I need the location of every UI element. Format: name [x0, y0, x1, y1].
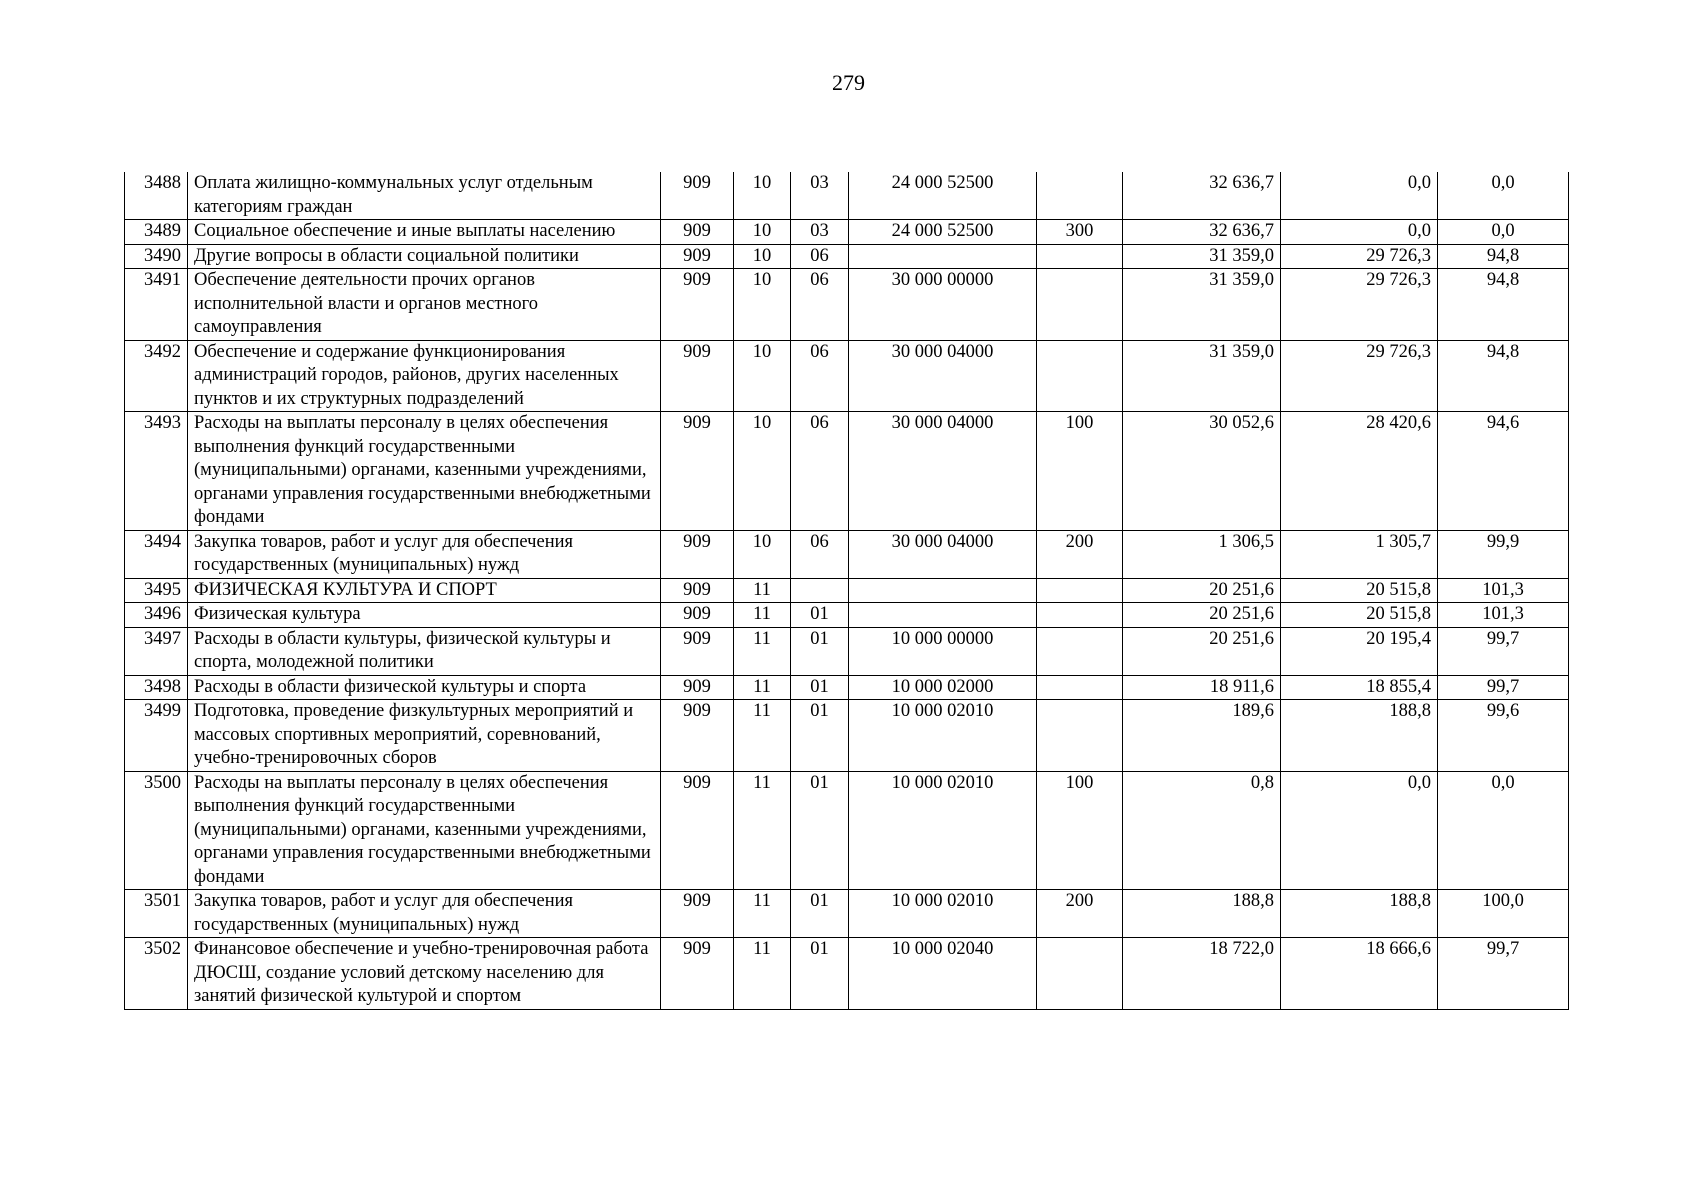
planned-amount-cell: 1 306,5	[1123, 530, 1281, 578]
planned-amount-cell: 20 251,6	[1123, 627, 1281, 675]
department-code-cell: 909	[661, 340, 734, 412]
department-code-cell: 909	[661, 627, 734, 675]
planned-amount-cell: 189,6	[1123, 700, 1281, 772]
actual-amount-cell: 18 666,6	[1281, 938, 1438, 1010]
expense-type-cell	[1037, 627, 1123, 675]
expense-name-cell: Подготовка, проведение физкультурных мероприятий и массовых спортивных мероприятий, соревнований, учебно-тренировочных сборов	[188, 700, 661, 772]
target-article-cell: 10 000 02010	[849, 771, 1037, 890]
expense-name-cell: Другие вопросы в области социальной политики	[188, 244, 661, 269]
target-article-cell	[849, 244, 1037, 269]
expense-type-cell: 100	[1037, 412, 1123, 531]
execution-percent-cell: 94,8	[1438, 269, 1569, 341]
planned-amount-cell: 18 722,0	[1123, 938, 1281, 1010]
expense-type-cell	[1037, 603, 1123, 628]
subsection-code-cell: 06	[791, 530, 849, 578]
target-article-cell: 30 000 04000	[849, 340, 1037, 412]
actual-amount-cell: 18 855,4	[1281, 675, 1438, 700]
target-article-cell: 30 000 00000	[849, 269, 1037, 341]
execution-percent-cell: 0,0	[1438, 172, 1569, 220]
table-row	[125, 172, 1569, 220]
actual-amount-cell: 20 515,8	[1281, 603, 1438, 628]
department-code-cell: 909	[661, 771, 734, 890]
expense-type-cell: 200	[1037, 530, 1123, 578]
table-row	[125, 938, 1569, 1010]
row-number-cell: 3493	[125, 412, 188, 531]
section-code-cell: 10	[734, 244, 791, 269]
execution-percent-cell: 99,7	[1438, 627, 1569, 675]
expense-name-cell: Расходы на выплаты персоналу в целях обеспечения выполнения функций государственными (муниципальными) органами, казенными учреждениями, органами управления государственными внебюджетными фондами	[188, 412, 661, 531]
row-number-cell: 3488	[125, 172, 188, 220]
table-row	[125, 771, 1569, 890]
actual-amount-cell: 28 420,6	[1281, 412, 1438, 531]
expense-type-cell	[1037, 578, 1123, 603]
expense-name-cell: Расходы на выплаты персоналу в целях обеспечения выполнения функций государственными (муниципальными) органами, казенными учреждениями, органами управления государственными внебюджетными фондами	[188, 771, 661, 890]
page-number: 279	[832, 70, 865, 95]
execution-percent-cell: 0,0	[1438, 220, 1569, 245]
target-article-cell: 10 000 02010	[849, 700, 1037, 772]
budget-table	[124, 172, 1569, 1010]
expense-name-cell: Расходы в области культуры, физической культуры и спорта, молодежной политики	[188, 627, 661, 675]
execution-percent-cell: 101,3	[1438, 578, 1569, 603]
table-row	[125, 340, 1569, 412]
actual-amount-cell: 20 195,4	[1281, 627, 1438, 675]
row-number-cell: 3501	[125, 890, 188, 938]
expense-type-cell	[1037, 938, 1123, 1010]
row-number-cell: 3496	[125, 603, 188, 628]
section-code-cell: 11	[734, 627, 791, 675]
subsection-code-cell	[791, 578, 849, 603]
section-code-cell: 10	[734, 220, 791, 245]
actual-amount-cell: 188,8	[1281, 890, 1438, 938]
expense-type-cell: 100	[1037, 771, 1123, 890]
section-code-cell: 11	[734, 938, 791, 1010]
subsection-code-cell: 01	[791, 603, 849, 628]
row-number-cell: 3491	[125, 269, 188, 341]
table-row	[125, 700, 1569, 772]
expense-type-cell	[1037, 675, 1123, 700]
actual-amount-cell: 1 305,7	[1281, 530, 1438, 578]
planned-amount-cell: 18 911,6	[1123, 675, 1281, 700]
expense-name-cell: Социальное обеспечение и иные выплаты населению	[188, 220, 661, 245]
subsection-code-cell: 01	[791, 700, 849, 772]
budget-table-body	[125, 172, 1569, 1009]
actual-amount-cell: 29 726,3	[1281, 340, 1438, 412]
row-number-cell: 3492	[125, 340, 188, 412]
target-article-cell: 10 000 00000	[849, 627, 1037, 675]
execution-percent-cell: 99,7	[1438, 938, 1569, 1010]
actual-amount-cell: 0,0	[1281, 220, 1438, 245]
department-code-cell: 909	[661, 603, 734, 628]
planned-amount-cell: 30 052,6	[1123, 412, 1281, 531]
expense-type-cell: 300	[1037, 220, 1123, 245]
section-code-cell: 11	[734, 771, 791, 890]
subsection-code-cell: 06	[791, 340, 849, 412]
department-code-cell: 909	[661, 890, 734, 938]
table-row	[125, 220, 1569, 245]
expense-type-cell: 200	[1037, 890, 1123, 938]
expense-type-cell	[1037, 340, 1123, 412]
section-code-cell: 11	[734, 700, 791, 772]
expense-type-cell	[1037, 244, 1123, 269]
actual-amount-cell: 20 515,8	[1281, 578, 1438, 603]
row-number-cell: 3499	[125, 700, 188, 772]
planned-amount-cell: 31 359,0	[1123, 340, 1281, 412]
table-row	[125, 675, 1569, 700]
row-number-cell: 3497	[125, 627, 188, 675]
planned-amount-cell: 20 251,6	[1123, 578, 1281, 603]
row-number-cell: 3502	[125, 938, 188, 1010]
department-code-cell: 909	[661, 269, 734, 341]
subsection-code-cell: 01	[791, 771, 849, 890]
row-number-cell: 3500	[125, 771, 188, 890]
expense-type-cell	[1037, 172, 1123, 220]
subsection-code-cell: 01	[791, 938, 849, 1010]
expense-type-cell	[1037, 700, 1123, 772]
target-article-cell: 30 000 04000	[849, 530, 1037, 578]
target-article-cell	[849, 578, 1037, 603]
target-article-cell	[849, 603, 1037, 628]
table-row	[125, 269, 1569, 341]
table-row	[125, 890, 1569, 938]
execution-percent-cell: 99,9	[1438, 530, 1569, 578]
subsection-code-cell: 03	[791, 172, 849, 220]
table-row	[125, 244, 1569, 269]
subsection-code-cell: 06	[791, 244, 849, 269]
section-code-cell: 10	[734, 172, 791, 220]
section-code-cell: 11	[734, 675, 791, 700]
subsection-code-cell: 03	[791, 220, 849, 245]
table-row	[125, 603, 1569, 628]
section-code-cell: 10	[734, 340, 791, 412]
execution-percent-cell: 94,6	[1438, 412, 1569, 531]
subsection-code-cell: 01	[791, 627, 849, 675]
expense-type-cell	[1037, 269, 1123, 341]
expense-name-cell: Оплата жилищно-коммунальных услуг отдельным категориям граждан	[188, 172, 661, 220]
execution-percent-cell: 99,7	[1438, 675, 1569, 700]
section-code-cell: 10	[734, 269, 791, 341]
expense-name-cell: Обеспечение деятельности прочих органов исполнительной власти и органов местного самоуправления	[188, 269, 661, 341]
planned-amount-cell: 20 251,6	[1123, 603, 1281, 628]
department-code-cell: 909	[661, 938, 734, 1010]
execution-percent-cell: 99,6	[1438, 700, 1569, 772]
planned-amount-cell: 188,8	[1123, 890, 1281, 938]
execution-percent-cell: 94,8	[1438, 340, 1569, 412]
row-number-cell: 3494	[125, 530, 188, 578]
actual-amount-cell: 188,8	[1281, 700, 1438, 772]
expense-name-cell: ФИЗИЧЕСКАЯ КУЛЬТУРА И СПОРТ	[188, 578, 661, 603]
planned-amount-cell: 31 359,0	[1123, 244, 1281, 269]
execution-percent-cell: 0,0	[1438, 771, 1569, 890]
section-code-cell: 11	[734, 890, 791, 938]
planned-amount-cell: 31 359,0	[1123, 269, 1281, 341]
subsection-code-cell: 06	[791, 269, 849, 341]
target-article-cell: 10 000 02010	[849, 890, 1037, 938]
expense-name-cell: Закупка товаров, работ и услуг для обеспечения государственных (муниципальных) нужд	[188, 890, 661, 938]
department-code-cell: 909	[661, 675, 734, 700]
department-code-cell: 909	[661, 530, 734, 578]
table-row	[125, 412, 1569, 531]
section-code-cell: 11	[734, 578, 791, 603]
execution-percent-cell: 94,8	[1438, 244, 1569, 269]
table-row	[125, 530, 1569, 578]
target-article-cell: 10 000 02040	[849, 938, 1037, 1010]
planned-amount-cell: 0,8	[1123, 771, 1281, 890]
department-code-cell: 909	[661, 220, 734, 245]
section-code-cell: 10	[734, 530, 791, 578]
expense-name-cell: Расходы в области физической культуры и спорта	[188, 675, 661, 700]
actual-amount-cell: 29 726,3	[1281, 269, 1438, 341]
target-article-cell: 10 000 02000	[849, 675, 1037, 700]
planned-amount-cell: 32 636,7	[1123, 172, 1281, 220]
planned-amount-cell: 32 636,7	[1123, 220, 1281, 245]
actual-amount-cell: 0,0	[1281, 771, 1438, 890]
subsection-code-cell: 01	[791, 675, 849, 700]
department-code-cell: 909	[661, 578, 734, 603]
section-code-cell: 10	[734, 412, 791, 531]
department-code-cell: 909	[661, 172, 734, 220]
expense-name-cell: Физическая культура	[188, 603, 661, 628]
actual-amount-cell: 29 726,3	[1281, 244, 1438, 269]
department-code-cell: 909	[661, 244, 734, 269]
expense-name-cell: Финансовое обеспечение и учебно-тренировочная работа ДЮСШ, создание условий детскому населению для занятий физической культурой и спортом	[188, 938, 661, 1010]
target-article-cell: 24 000 52500	[849, 172, 1037, 220]
subsection-code-cell: 01	[791, 890, 849, 938]
table-row	[125, 578, 1569, 603]
execution-percent-cell: 100,0	[1438, 890, 1569, 938]
row-number-cell: 3490	[125, 244, 188, 269]
execution-percent-cell: 101,3	[1438, 603, 1569, 628]
subsection-code-cell: 06	[791, 412, 849, 531]
department-code-cell: 909	[661, 700, 734, 772]
section-code-cell: 11	[734, 603, 791, 628]
actual-amount-cell: 0,0	[1281, 172, 1438, 220]
expense-name-cell: Закупка товаров, работ и услуг для обеспечения государственных (муниципальных) нужд	[188, 530, 661, 578]
row-number-cell: 3495	[125, 578, 188, 603]
row-number-cell: 3498	[125, 675, 188, 700]
target-article-cell: 30 000 04000	[849, 412, 1037, 531]
expense-name-cell: Обеспечение и содержание функционирования администраций городов, районов, других населенных пунктов и их структурных подразделений	[188, 340, 661, 412]
table-row	[125, 627, 1569, 675]
row-number-cell: 3489	[125, 220, 188, 245]
department-code-cell: 909	[661, 412, 734, 531]
target-article-cell: 24 000 52500	[849, 220, 1037, 245]
